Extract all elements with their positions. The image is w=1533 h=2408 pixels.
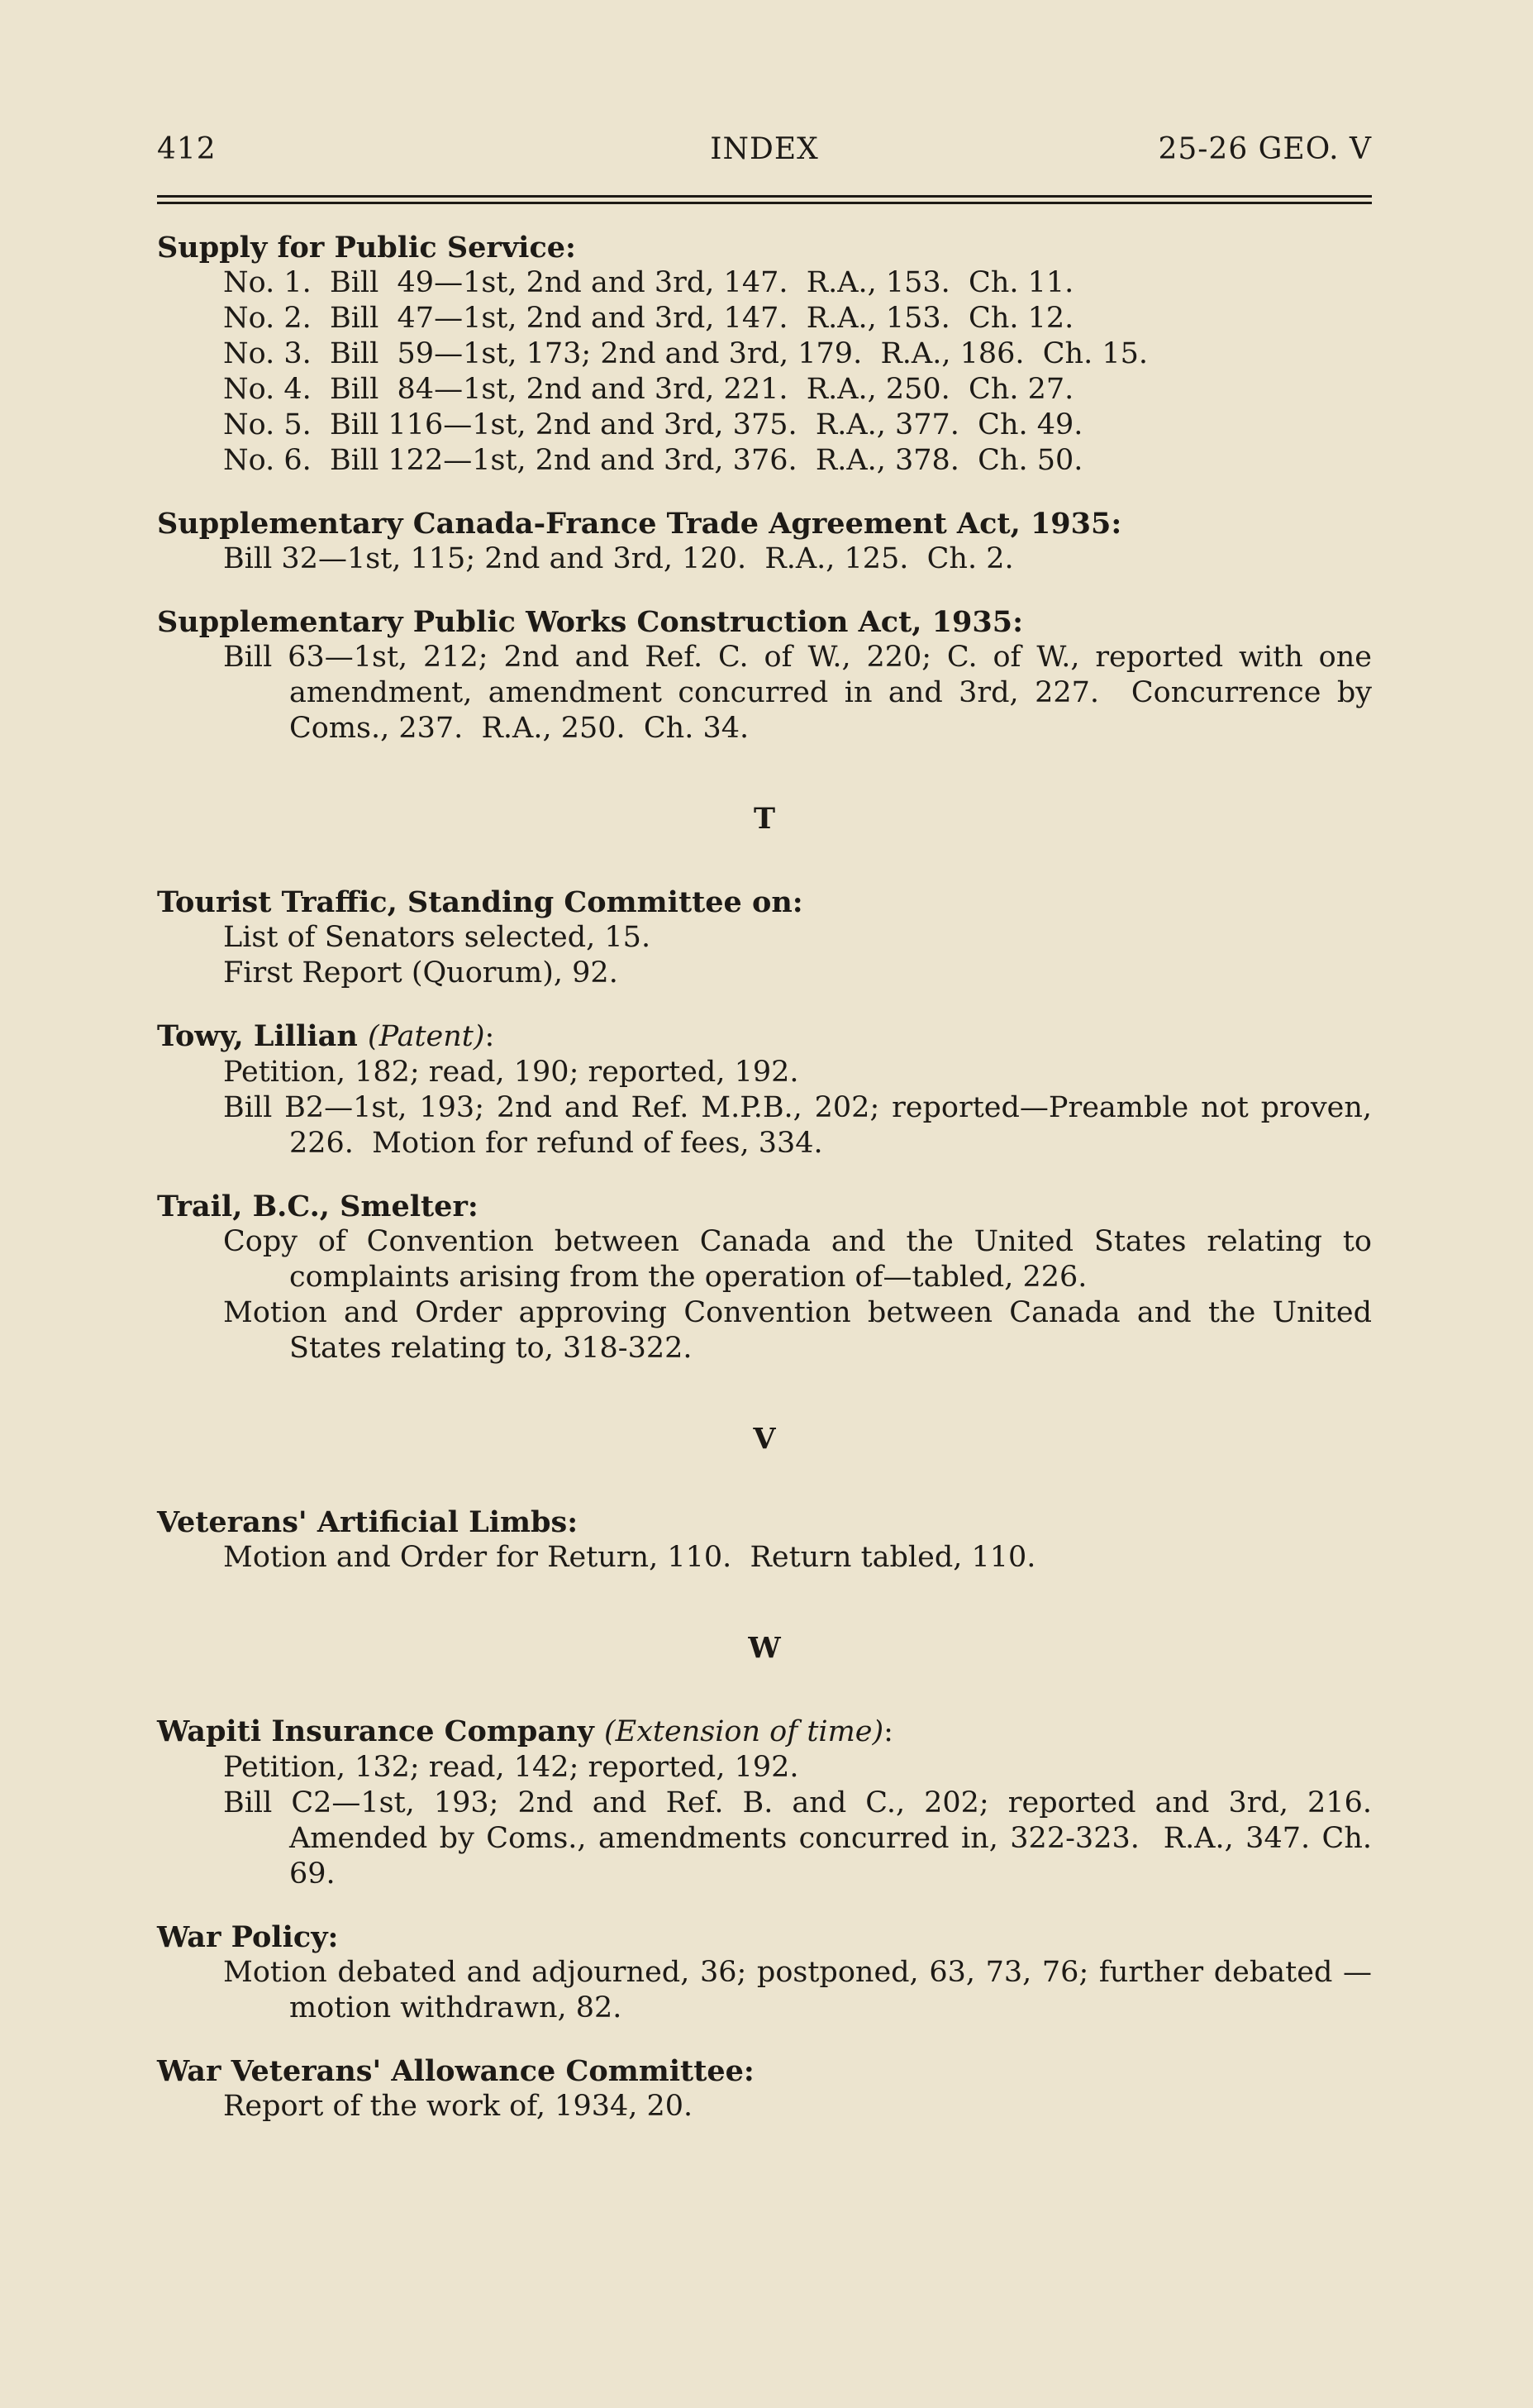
entry-line: List of Senators selected, 15.	[223, 921, 651, 954]
page-title: INDEX	[710, 132, 819, 166]
entry-line: No. 3. Bill 59—1st, 173; 2nd and 3rd, 179. R.A., 186. Ch. 15.	[223, 337, 1148, 370]
entry-heading-row	[157, 1714, 1372, 1750]
entry-line: Bill 32—1st, 115; 2nd and 3rd, 120. R.A., 125. Ch. 2.	[223, 542, 1014, 575]
entry-line: Motion and Order approving Convention between Canada and the United States relating to, 318-322.	[223, 1296, 1382, 1365]
entry-heading: War Veterans' Allowance Committee:	[157, 2054, 755, 2088]
entry-heading: War Policy:	[157, 1920, 339, 1954]
entry-line: Bill C2—1st, 193; 2nd and Ref. B. and C., 202; reported and 3rd, 216. Amended by Coms., amendments concurred in, 322-323. R.A., 347. Ch. 69.	[223, 1786, 1382, 1891]
entry-line: Bill 63—1st, 212; 2nd and Ref. C. of W., 220; C. of W., reported with one amendment, amendment concurred in and 3rd, 227. Concurrence by Coms., 237. R.A., 250. Ch. 34.	[223, 641, 1382, 745]
index-entry	[157, 1189, 1382, 1366]
entry-heading: Towy, Lillian	[157, 1019, 358, 1053]
entry-heading: Wapiti Insurance Company	[157, 1714, 594, 1748]
entry-line: Motion debated and adjourned, 36; postponed, 63, 73, 76; further debated —motion withdrawn, 82.	[223, 1956, 1372, 2024]
entry-line: No. 6. Bill 122—1st, 2nd and 3rd, 376. R.A., 378. Ch. 50.	[223, 444, 1083, 477]
entry-heading: Supplementary Public Works Construction Act, 1935:	[157, 605, 1023, 639]
entry-heading: Supply for Public Service:	[157, 231, 576, 265]
index-entry	[157, 1504, 1372, 1576]
entry-heading: Veterans' Artificial Limbs:	[157, 1505, 578, 1539]
entry-line: Bill B2—1st, 193; 2nd and Ref. M.P.B., 202; reported—Preamble not proven, 226. Motion for refund of fees, 334.	[223, 1091, 1382, 1160]
entry-line: Motion and Order for Return, 110. Return tabled, 110.	[223, 1541, 1036, 1574]
entry-line: Petition, 132; read, 142; reported, 192.	[223, 1751, 799, 1784]
section-letter-w: W	[748, 1631, 781, 1665]
running-head: 25-26 GEO. V	[1158, 132, 1372, 166]
entry-line: First Report (Quorum), 92.	[223, 956, 618, 989]
entry-line: No. 2. Bill 47—1st, 2nd and 3rd, 147. R.A., 153. Ch. 12.	[223, 302, 1074, 335]
entry-line: No. 4. Bill 84—1st, 2nd and 3rd, 221. R.A., 250. Ch. 27.	[223, 373, 1074, 406]
index-entry	[157, 1919, 1372, 2026]
entry-heading: Trail, B.C., Smelter:	[157, 1190, 478, 1223]
index-entry	[157, 2053, 1372, 2124]
entry-heading-italic: (Patent)	[367, 1020, 485, 1053]
page-number: 412	[157, 132, 217, 166]
section-letter-v: V	[753, 1422, 776, 1456]
index-entry	[157, 230, 1372, 479]
entry-line: Report of the work of, 1934, 20.	[223, 2090, 693, 2123]
entry-line: Copy of Convention between Canada and the United States relating to complaints arising from the operation of—tabled, 226.	[223, 1225, 1382, 1294]
entry-line: No. 1. Bill 49—1st, 2nd and 3rd, 147. R.A., 153. Ch. 11.	[223, 266, 1074, 299]
entry-heading-italic: (Extension of time)	[604, 1715, 884, 1748]
entry-line: No. 5. Bill 116—1st, 2nd and 3rd, 375. R.A., 377. Ch. 49.	[223, 408, 1083, 441]
index-entry	[157, 885, 1372, 991]
index-content	[157, 230, 1382, 2152]
entry-heading-row	[157, 1018, 1372, 1055]
index-entry	[157, 1714, 1382, 1892]
entry-heading: Supplementary Canada-France Trade Agreement Act, 1935:	[157, 507, 1122, 541]
index-entry	[157, 604, 1382, 746]
entry-line: Petition, 182; read, 190; reported, 192.	[223, 1056, 799, 1089]
entry-heading-suffix: :	[883, 1715, 893, 1748]
section-letter-t: T	[753, 802, 776, 836]
header-rule-top	[157, 195, 1372, 198]
index-entry	[157, 1018, 1382, 1161]
page-header	[157, 132, 1372, 174]
header-rule-bottom	[157, 202, 1372, 204]
entry-heading: Tourist Traffic, Standing Committee on:	[157, 885, 803, 919]
entry-heading-suffix: :	[484, 1020, 495, 1053]
index-entry	[157, 506, 1372, 577]
